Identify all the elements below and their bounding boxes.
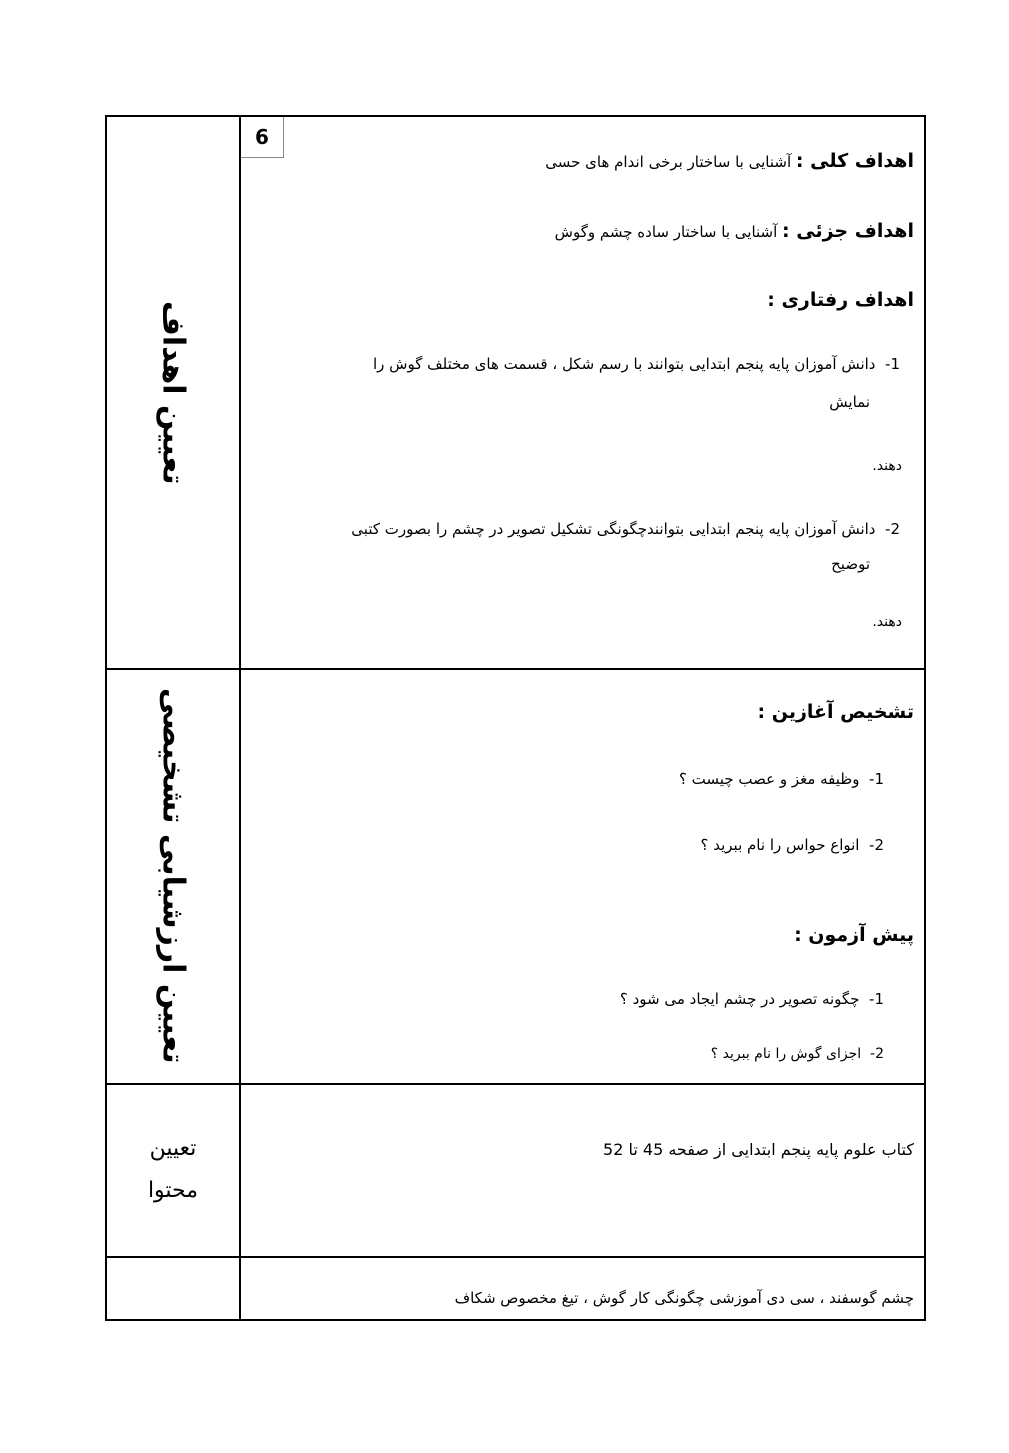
specific-objective [555, 220, 914, 242]
item-2-cont: توضیح [831, 555, 870, 573]
pretest-title: پیش آزمون : [794, 924, 914, 946]
row-objectives [107, 117, 924, 670]
item-text: دانش آموزان پایه پنجم ابتدایی بتوانندچگونگی تشکیل تصویر در چشم را بصورت کتبی [351, 520, 876, 538]
item-number: 1- [885, 355, 900, 373]
initial-title: تشخیص آغازین : [757, 701, 914, 723]
content-cell [241, 668, 924, 1083]
label-line: محتوا [147, 1177, 199, 1203]
item-1-cont: نمایش [829, 393, 870, 411]
content-cell [241, 1256, 924, 1321]
initial-item-2 [701, 836, 885, 854]
materials-text: چشم گوسفند ، سی دی آموزشی چگونگی کار گوش ، تیغ مخصوص شکاف [454, 1289, 914, 1307]
row-content [107, 1083, 924, 1258]
general-title: اهداف کلی : [795, 150, 914, 172]
general-text: آشنایی با ساختار برخی اندام های حسی [545, 153, 796, 171]
item-number: 1- [869, 770, 884, 788]
row-materials [107, 1256, 924, 1321]
page-number: 6 [241, 117, 284, 158]
label-cell [107, 668, 241, 1083]
content-text: کتاب علوم پایه پنجم ابتدایی از صفحه 45 تا 52 [603, 1140, 914, 1159]
label-cell [107, 1256, 241, 1321]
specific-text: آشنایی با ساختار ساده چشم وگوش [554, 223, 783, 241]
item-text: وظیفه مغز و عصب چیست ؟ [678, 770, 860, 788]
label-line: تعیین [149, 1135, 197, 1161]
pretest-item-2 [711, 1046, 884, 1062]
row-label: تعیین اهداف [155, 300, 191, 485]
item-number: 2- [885, 520, 900, 538]
item-2-end: دهند. [872, 614, 902, 630]
item-text: دانش آموزان پایه پنجم ابتدایی بتوانند با رسم شکل ، قسمت های مختلف گوش را [372, 355, 876, 373]
label-cell [107, 1083, 241, 1256]
behavioral-title: اهداف رفتاری : [767, 289, 914, 311]
item-text: چگونه تصویر در چشم ایجاد می شود ؟ [619, 990, 860, 1008]
row-label [148, 1128, 198, 1212]
item-text: اجزای گوش را نام ببرید ؟ [710, 1046, 862, 1062]
pretest-item-1 [620, 990, 884, 1008]
label-cell [107, 117, 241, 668]
item-number: 1- [869, 990, 884, 1008]
item-1 [373, 355, 900, 373]
item-1-end: دهند. [872, 458, 902, 474]
item-number: 2- [870, 1046, 884, 1062]
row-label: تعیین ارزشیابی تشخیصی [155, 687, 191, 1064]
row-diagnostic-assessment [107, 668, 924, 1085]
general-objective [545, 150, 914, 172]
lesson-plan-table [105, 115, 926, 1321]
content-cell [241, 117, 924, 668]
item-2 [351, 520, 900, 538]
item-text: انواع حواس را نام ببرید ؟ [700, 836, 860, 854]
item-number: 2- [869, 836, 884, 854]
content-cell [241, 1083, 924, 1256]
initial-item-1 [679, 770, 884, 788]
specific-title: اهداف جزئی : [782, 220, 914, 242]
